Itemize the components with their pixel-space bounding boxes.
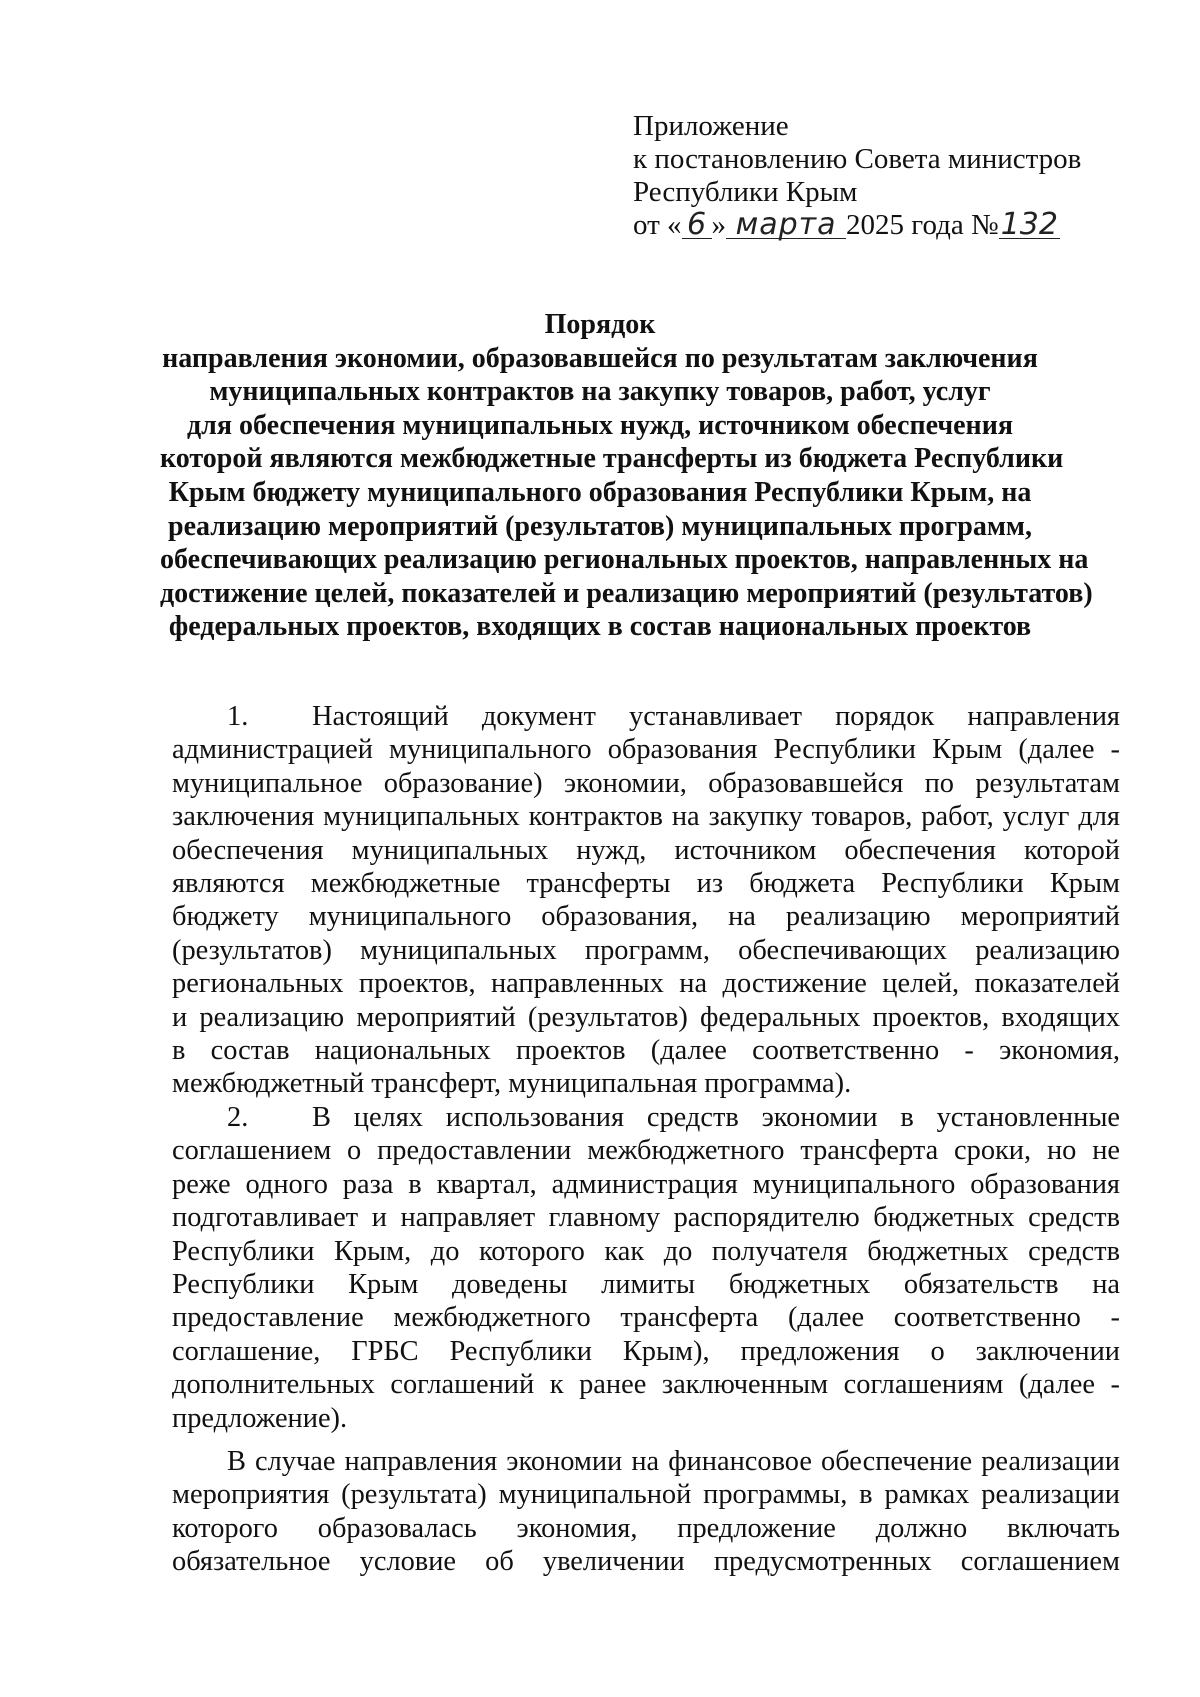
- paragraph-line: соглашением о предоставлении межбюджетного трансферта сроки, но не: [172, 1135, 1120, 1167]
- paragraph-line: мероприятия (результата) муниципальной программы, в рамках реализации: [172, 1479, 1120, 1511]
- paragraph-line: предоставление межбюджетного трансферта (далее соответственно -: [172, 1302, 1120, 1334]
- paragraph-line: заключения муниципальных контрактов на закупку товаров, работ, услуг для: [172, 801, 1120, 833]
- title-line: муниципальных контрактов на закупку товаров, работ, услуг: [209, 376, 991, 408]
- paragraph-line: Республики Крым доведены лимиты бюджетных обязательств на: [172, 1268, 1120, 1300]
- paragraph-line: (результатов) муниципальных программ, обеспечивающих реализацию: [172, 934, 1120, 966]
- paragraph-2: [172, 1101, 1120, 1435]
- appendix-resolution-line: к постановлению Совета министров: [633, 143, 1082, 175]
- paragraph-line: обязательное условие об увеличении предусмотренных соглашением: [172, 1546, 1120, 1578]
- paragraph-line: администрацией муниципального образования Республики Крым (далее -: [172, 734, 1120, 766]
- paragraph-line: которого образовалась экономия, предложение должно включать: [172, 1512, 1120, 1544]
- date-mid: »: [711, 209, 727, 241]
- paragraph-line: являются межбюджетные трансферты из бюджета Республики Крым: [172, 868, 1120, 900]
- paragraph-line: предложение).: [172, 1402, 348, 1434]
- paragraph-line: подготавливает и направляет главному распорядителю бюджетных средств: [172, 1202, 1120, 1234]
- paragraph-line: Настоящий документ устанавливает порядок направления: [312, 701, 1120, 732]
- paragraph-line: межбюджетный трансферт, муниципальная программа).: [172, 1068, 852, 1100]
- paragraph-line: Республики Крым, до которого как до получателя бюджетных средств: [172, 1235, 1120, 1267]
- paragraph-line: В случае направления экономии на финансовое обеспечение реализации: [227, 1445, 1120, 1477]
- title-line: для обеспечения муниципальных нужд, источником обеспечения: [187, 409, 1013, 441]
- paragraph-line: бюджету муниципального образования, на реализацию мероприятий: [172, 901, 1120, 933]
- paragraph-1: [172, 700, 1120, 1101]
- paragraph-line: региональных проектов, направленных на достижение целей, показателей: [172, 968, 1120, 1000]
- title-line: обеспечивающих реализацию региональных проектов, направленных на: [160, 544, 1089, 576]
- title-line: реализацию мероприятий (результатов) муниципальных программ,: [168, 510, 1032, 542]
- paragraph-3: [172, 1445, 1120, 1579]
- appendix-republic-line: Республики Крым: [633, 176, 858, 208]
- paragraph-line: в состав национальных проектов (далее соответственно - экономия,: [172, 1035, 1120, 1067]
- title-line: федеральных проектов, входящих в состав национальных проектов: [168, 611, 1032, 643]
- date-year: 2025 года №: [846, 209, 999, 241]
- paragraph-spacer: [172, 1435, 1120, 1445]
- title-line: которой являются межбюджетные трансферты из бюджета Республики: [160, 443, 1064, 475]
- paragraph-line: соглашение, ГРБС Республики Крым), предложения о заключении: [172, 1335, 1120, 1367]
- paragraph-first-line: [172, 700, 1120, 733]
- paragraph-line: реже одного раза в квартал, администрация муниципального образования: [172, 1168, 1120, 1200]
- date-prefix: от «: [633, 209, 682, 241]
- appendix-label: Приложение: [633, 110, 789, 142]
- paragraph-line: В целях использования средств экономии в установленные: [312, 1101, 1120, 1133]
- paragraph-first-line: [172, 1101, 1120, 1134]
- title-line: достижение целей, показателей и реализацию мероприятий (результатов): [160, 577, 1093, 609]
- paragraph-line: муниципальное образование) экономии, образовавшейся по результатам: [172, 767, 1120, 799]
- paragraph-line: обеспечения муниципальных нужд, источником обеспечения которой: [172, 834, 1120, 866]
- document-title: [160, 308, 1093, 644]
- handwritten-month: марта: [726, 212, 846, 239]
- document-body: [172, 700, 1120, 1579]
- appendix-date-line: [633, 209, 1153, 242]
- title-line: направления экономии, образовавшейся по результатам заключения: [162, 342, 1038, 374]
- paragraph-line: и реализацию мероприятий (результатов) федеральных проектов, входящих: [172, 1001, 1120, 1033]
- paragraph-number: 1.: [227, 701, 249, 732]
- handwritten-number: 132: [1000, 207, 1058, 242]
- title-heading: Порядок: [544, 309, 656, 340]
- handwritten-day: 6: [682, 212, 712, 239]
- paragraph-line: дополнительных соглашений к ранее заключенным соглашениям (далее -: [172, 1369, 1120, 1401]
- title-line: Крым бюджету муниципального образования Республики Крым, на: [168, 476, 1032, 508]
- paragraph-number: 2.: [227, 1101, 249, 1133]
- appendix-header: [633, 110, 1153, 242]
